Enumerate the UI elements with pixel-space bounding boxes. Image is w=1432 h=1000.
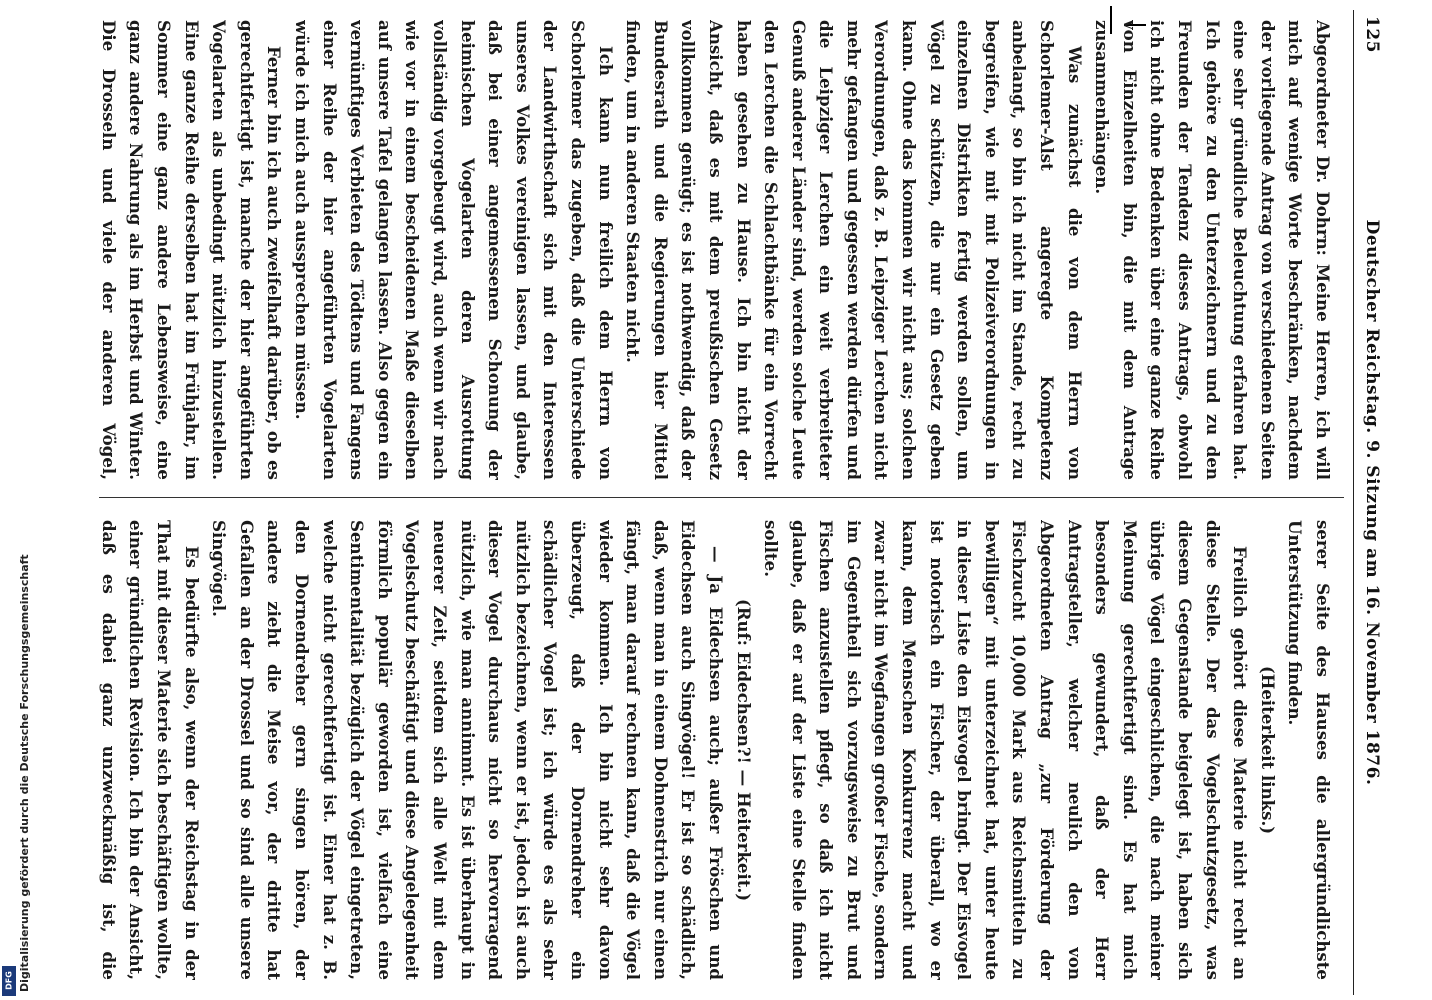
column-divider [99,497,1344,498]
dfg-logo [2,966,16,996]
page-number: 125 [1362,16,1382,53]
page-title: Deutscher Reichstag. 9. Sitzung am 16. November 1876. [1362,219,1382,786]
paragraph: Freilich gehört diese Materie nicht recht an diese Stelle. Der das Vogelschutzgesetz, was diesem Gegenstande beigelegt ist, haben sich übrige Vögel eingeschlichen, die nach meiner Meinung gerechtfertigt sind. Es hat mich besonders gewundert, daß der Herr Antragsteller, welcher neulich den von Abgeordneten Antrag „zur Förderung der Fischzucht 10,000 Mark aus Reichsmitteln zu bewilligen“ mit unterzeichnet hat, unter heute in dieser Liste den Eisvogel bringt. Der Eisvogel ist notorisch ein Fischer, der überall, wo er kann, dem Menschen Konkurrenz macht und zwar nicht im Wegfangen großer Fische, sondern im Gegentheil sich vorzugsweise zu Brut und Fischen anzustellen pflegt, so daß ich nicht glaube, daß er auf der Liste eine Stelle finden sollte. [761,520,1251,980]
right-column [96,520,1336,980]
paragraph: — Ja Eidechsen auch; außer Fröschen und Eidechsen auch Singvögel! Er ist so schädlich, daß, wenn man in einem Dohnenstrich nur einen fängt, man darauf rechnen kann, daß die Vögel wieder kommen. Ich bin nicht sehr davon überzeugt, daß der Dornendreher ein schädlicher Vogel ist; ich würde es als sehr nützlich bezeichnen, wenn er ist, jedoch ist auch dieser Vogel durchaus nicht so hervorragend nützlich, wie man annimmt. Es ist überhaupt in neuerer Zeit, seitdem sich alle Welt mit dem Vogelschutz beschäftigt und diese Angelegenheit förmlich populär geworden ist, vielfach eine Sentimentalität bezüglich der Vögel eingetreten, welche nicht gerechtfertigt ist. Einer hat z. B. den Dornendreher gern singen hören, der andere zieht die Meise vor, der dritte hat Gefallen an der Drossel und so sind alle unsere Singvögel. [209,520,726,980]
paragraph: (Heiterkeit links.) [1257,665,1278,835]
paragraph: serer Seite des Hauses die allergründlichste Unterstützung finden. [1285,520,1333,980]
paragraph: Abgeordneter Dr. Dohrn: Meine Herren, ich will mich auf wenige Worte beschränken, nachdem der vorliegende Antrag von verschiedenen Seiten eine sehr gründliche Beleuchtung erfahren hat. Ich gehöre zu den Unterzeichnern und zu den Freunden der Tendenz dieses Antrags, obwohl ich nicht ohne Bedenken über eine ganze Reihe von Einzelheiten bin, die mit dem Antrage zusammenhängen. [1092,20,1333,480]
digitization-notice: Digitalisierung gefördert durch die Deutsche Forschungsgemeinschaft [18,554,31,992]
paragraph: Was zunächst die von dem Herrn von Schorlemer-Alst angeregte Kompetenz anbelangt, so bin ich nicht im Stande, recht zu begreifen, wie mit mit Polizeiverordnungen in einzelnen Distrikten fertig werden sollen, um Vögel zu schützen, die nur ein Gesetz geben kann. Ohne das kommen wir nicht aus; solchen Verordnungen, daß z. B. Leipziger Lerchen nicht mehr gefangen und gegessen werden dürfen und die Leipziger Lerchen ein weit verbreiteter Genuß anderer Länder sind, werden solche Leute den Lerchen die Schlachtbänke für ein Vorrecht haben gesehen zu Hause. Ich bin nicht der Ansicht, daß es mit dem preußischen Gesetz vollkommen genügt; es ist nothwendig, daß der Bundesrath und die Regierungen hier Mittel finden, um in anderen Staaten nicht. [623,20,1085,480]
paragraph: Es bedürfte also, wenn der Reichstag in der That mit dieser Materie sich beschäftigen wollte, einer gründlichen Revision. Ich bin der Ansicht, daß es dabei ganz unzweckmäßig ist, die [98,520,202,980]
rotated-page-content [86,10,1396,995]
paragraph: Ich kann nun freilich dem Herrn von Schorlemer das zugeben, daß die Unterschiede der Landwirthschaft sich mit den Interessen unseres Volkes vereinigen lassen, und glaube, daß bei einer angemessenen Schonung der heimischen Vogelarten deren Ausrottung vollständig vorgebeugt wird, auch wenn wir nach wie vor in einem bescheidenen Maße dieselben auf unsere Tafel gelangen lassen. Also gegen ein vernünftiges Verbieten des Tödtens und Fangens einer Reihe der hier angeführten Vogelarten würde ich mich auch aussprechen müssen. [292,20,616,480]
header-divider [1353,10,1354,995]
paragraph: Ferner bin ich auch zweifelhaft darüber, ob es gerechtfertigt ist, manche der hier angeführten Vogelarten als unbedingt nützlich hinzustellen. Eine ganze Reihe derselben hat im Frühjahr, im Sommer eine ganz andere Lebensweise, eine ganz andere Nahrung als im Herbst und Winter. Die Drosseln und viele der anderen Vögel, [98,20,285,480]
left-column [96,20,1336,480]
page-header [1356,10,1382,995]
paragraph: (Ruf: Eidechsen?! — Heiterkeit.) [733,598,754,902]
dfg-logo-text: DFG [4,971,14,990]
